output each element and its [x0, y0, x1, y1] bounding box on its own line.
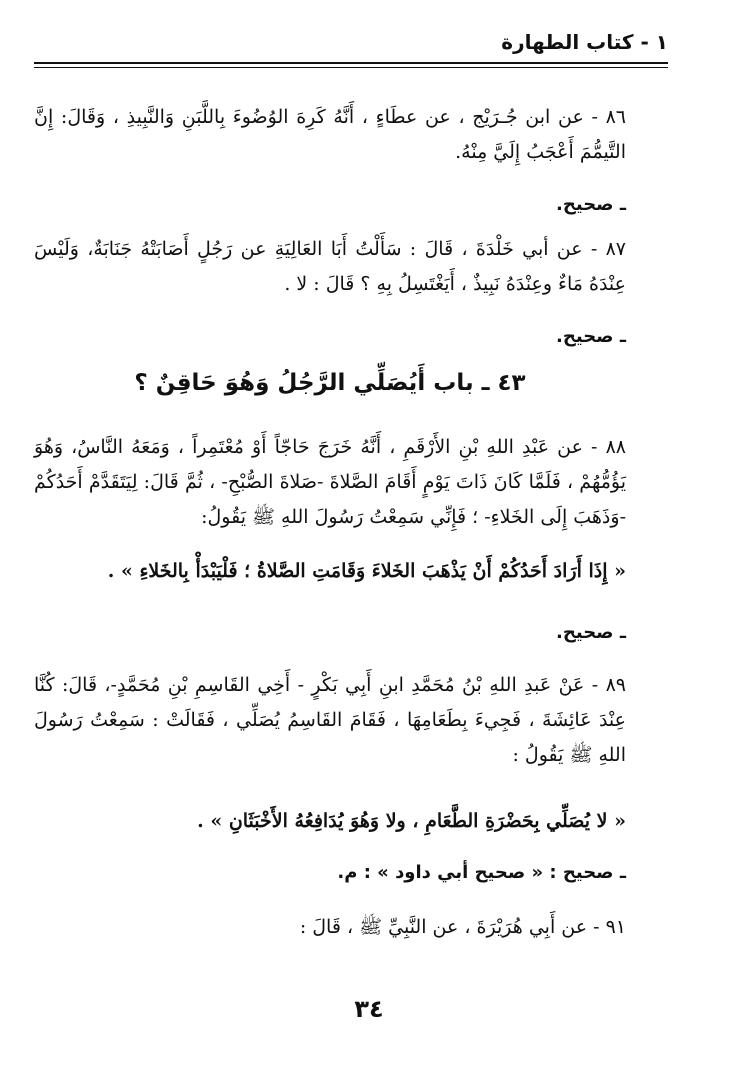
- hadith-88-grade: ـ صحيح.: [556, 622, 626, 643]
- header-rule-thin: [34, 67, 668, 68]
- running-header: ١ - كتاب الطهارة: [501, 30, 668, 54]
- hadith-87-grade: ـ صحيح.: [556, 326, 626, 347]
- hadith-88-text: ٨٨ - عن عَبْدِ اللهِ بْنِ الأَرْقَمِ ، أَنَّهُ خَرَجَ حَاجّاً أَوْ مُعْتَمِراً ، وَمَعَهُ النَّاسُ، وَهُوَ يَؤُمُّهُمْ ، فَلَمَّا كَانَ ذَاتَ يَوْمٍ أَقَامَ الصَّلاةَ -صَلاةَ الصُّبْحِ- ، ثُمَّ قَالَ: لِيَتَقَدَّمْ أَحَدُكُمْ -وَذَهَبَ إِلَى الخَلاءِ- ؛ فَإِنِّي سَمِعْتُ رَسُولَ اللهِ ﷺ يَقُولُ:: [34, 436, 626, 528]
- hadith-89-text: ٨٩ - عَنْ عَبدِ اللهِ بْنُ مُحَمَّدِ ابنِ أَبِي بَكْرٍ - أَخِي القَاسِمِ بْنِ مُحَمَّدٍ-، قَالَ: كُنَّا عِنْدَ عَائِشَةَ ، فَجِيءَ بِطَعَامِهَا ، فَقَامَ القَاسِمُ يُصَلِّي ، فَقَالَتْ : سَمِعْتُ رَسُولَ اللهِ ﷺ يَقُولُ :: [34, 674, 626, 766]
- hadith-86-grade: ـ صحيح.: [556, 194, 626, 215]
- hadith-89-quote: « لا يُصَلِّي بِحَضْرَةِ الطَّعَامِ ، ولا وَهُوَ يُدَافِعُهُ الأَخْبَثَانِ » .: [197, 810, 626, 832]
- header-rule-thick: [34, 62, 668, 64]
- chapter-heading: ٤٣ ـ باب أَيُصَلِّي الرَّجُلُ وَهُوَ حَاقِنٌ ؟: [134, 370, 526, 396]
- hadith-91-text: ٩١ - عن أَبِي هُرَيْرَةَ ، عن النَّبِيِّ ﷺ ، قَالَ :: [299, 916, 626, 938]
- hadith-89-grade: ـ صحيح : « صحيح أبي داود » : م.: [337, 862, 626, 883]
- page-number: ٣٤: [354, 995, 384, 1023]
- hadith-88-quote: « إِذَا أَرَادَ أَحَدُكُمْ أَنْ يَذْهَبَ الخَلاءَ وَقَامَتِ الصَّلاةُ ؛ فَلْيَبْدَأْ بِالخَلاءِ » .: [107, 560, 626, 582]
- hadith-87-text: ٨٧ - عن أبي خَلْدَةَ ، قَالَ : سَأَلْتُ أَبَا العَالِيَةِ عن رَجُلٍ أَصَابَتْهُ جَنَابَةٌ، وَلَيْسَ عِنْدَهُ مَاءٌ وعِنْدَهُ نَبِيذٌ ، أَيَغْتَسِلُ بِهِ ؟ قَالَ : لا .: [34, 238, 626, 295]
- hadith-86-text: ٨٦ - عن ابن جُـرَيْج ، عن عطَاءٍ ، أَنَّهُ كَرِهَ الوُضُوءَ بِاللَّبَنِ وَالنَّبِيذِ ، وَقَالَ: إِنَّ التَّيمُّمَ أَعْجَبُ إِلَيَّ مِنْهُ.: [34, 106, 626, 163]
